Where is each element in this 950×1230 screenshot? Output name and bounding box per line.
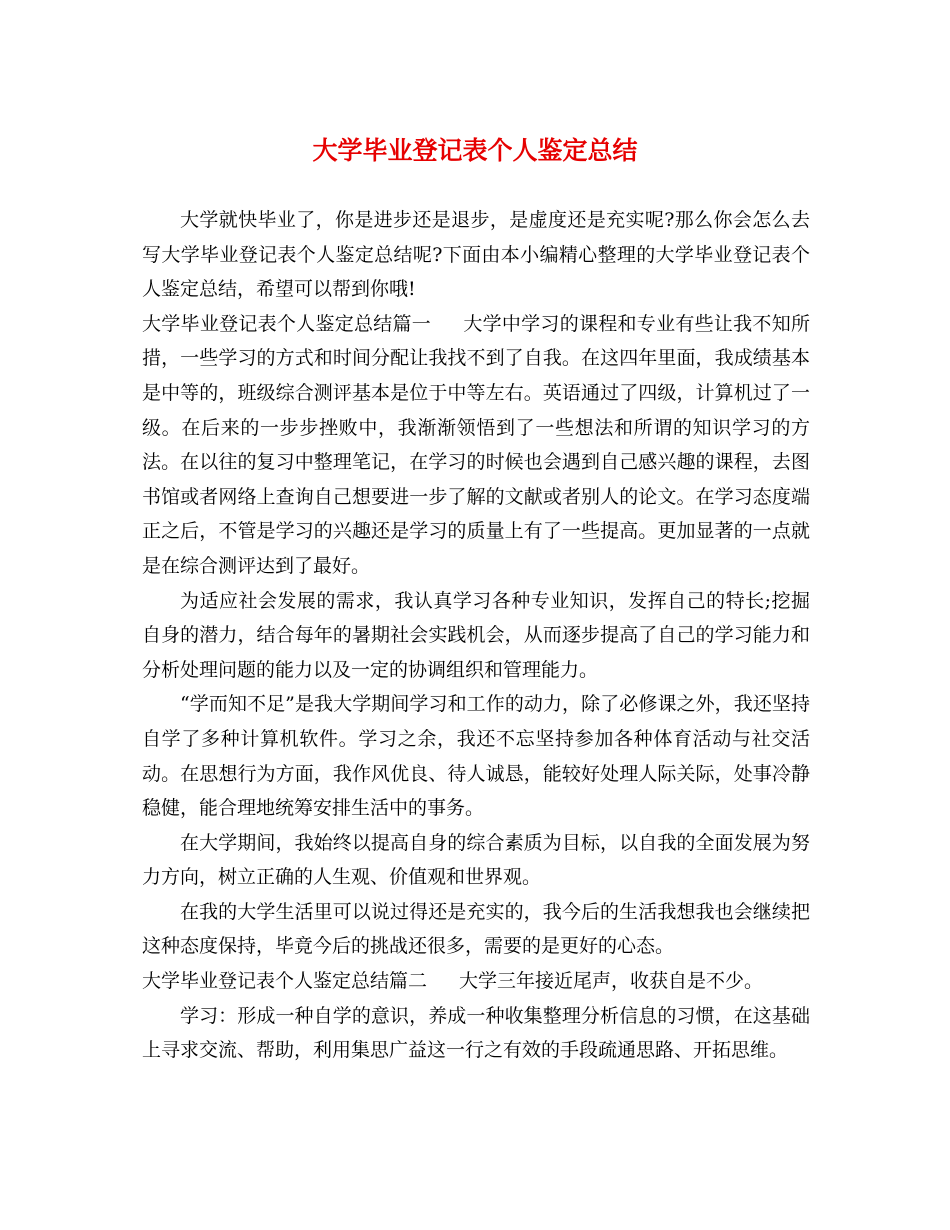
section-2-heading: 大学毕业登记表个人鉴定总结篇二 <box>142 970 428 993</box>
section-1-heading: 大学毕业登记表个人鉴定总结篇一 <box>142 312 432 335</box>
section-2-first-paragraph <box>142 964 810 999</box>
section-1-paragraph: 为适应社会发展的需求，我认真学习各种专业知识，发挥自己的特长;挖掘自身的潜力，结合每年的暑期社会实践机会，从而逐步提高了自己的学习能力和分析处理问题的能力以及一定的协调组织和管理能力。 <box>142 589 810 681</box>
section-1-paragraph: 在我的大学生活里可以说过得还是充实的，我今后的生活我想我也会继续把这种态度保持，毕竟今后的挑战还很多，需要的是更好的心态。 <box>142 900 810 958</box>
section-1-paragraph: 在大学期间，我始终以提高自身的综合素质为目标，以自我的全面发展为努力方向，树立正确的人生观、价值观和世界观。 <box>142 831 810 889</box>
section-1-first-text: 大学中学习的课程和专业有些让我不知所措，一些学习的方式和时间分配让我找不到了自我。在这四年里面，我成绩基本是中等的，班级综合测评基本是位于中等左右。英语通过了四级，计算机过了一级。在后来的一步步挫败中，我渐渐领悟到了一些想法和所谓的知识学习的方法。在以往的复习中整理笔记，在学习的时候也会遇到自己感兴趣的课程，去图书馆或者网络上查询自己想要进一步了解的文献或者别人的论文。在学习态度端正之后，不管是学习的兴趣还是学习的质量上有了一些提高。更加显著的一点就是在综合测评达到了最好。 <box>142 312 810 577</box>
section-1-first-paragraph <box>142 307 810 584</box>
document-title: 大学毕业登记表个人鉴定总结 <box>312 136 638 165</box>
intro-paragraph: 大学就快毕业了，你是进步还是退步，是虚度还是充实呢?那么你会怎么去写大学毕业登记表个人鉴定总结呢?下面由本小编精心整理的大学毕业登记表个人鉴定总结，希望可以帮到你哦! <box>142 209 810 301</box>
section-2-first-text: 大学三年接近尾声，收获自是不少。 <box>459 970 764 993</box>
document-body <box>142 203 810 1068</box>
section-1-paragraph: “学而知不足”是我大学期间学习和工作的动力，除了必修课之外，我还坚持自学了多种计算机软件。学习之余，我还不忘坚持参加各种体育活动与社交活动。在思想行为方面，我作风优良、待人诚恳，能较好处理人际关际，处事冷静稳健，能合理地统筹安排生活中的事务。 <box>142 693 810 820</box>
section-2-paragraph: 学习：形成一种自学的意识，养成一种收集整理分析信息的习惯，在这基础上寻求交流、帮助，利用集思广益这一行之有效的手段疏通思路、开拓思维。 <box>142 1004 810 1062</box>
